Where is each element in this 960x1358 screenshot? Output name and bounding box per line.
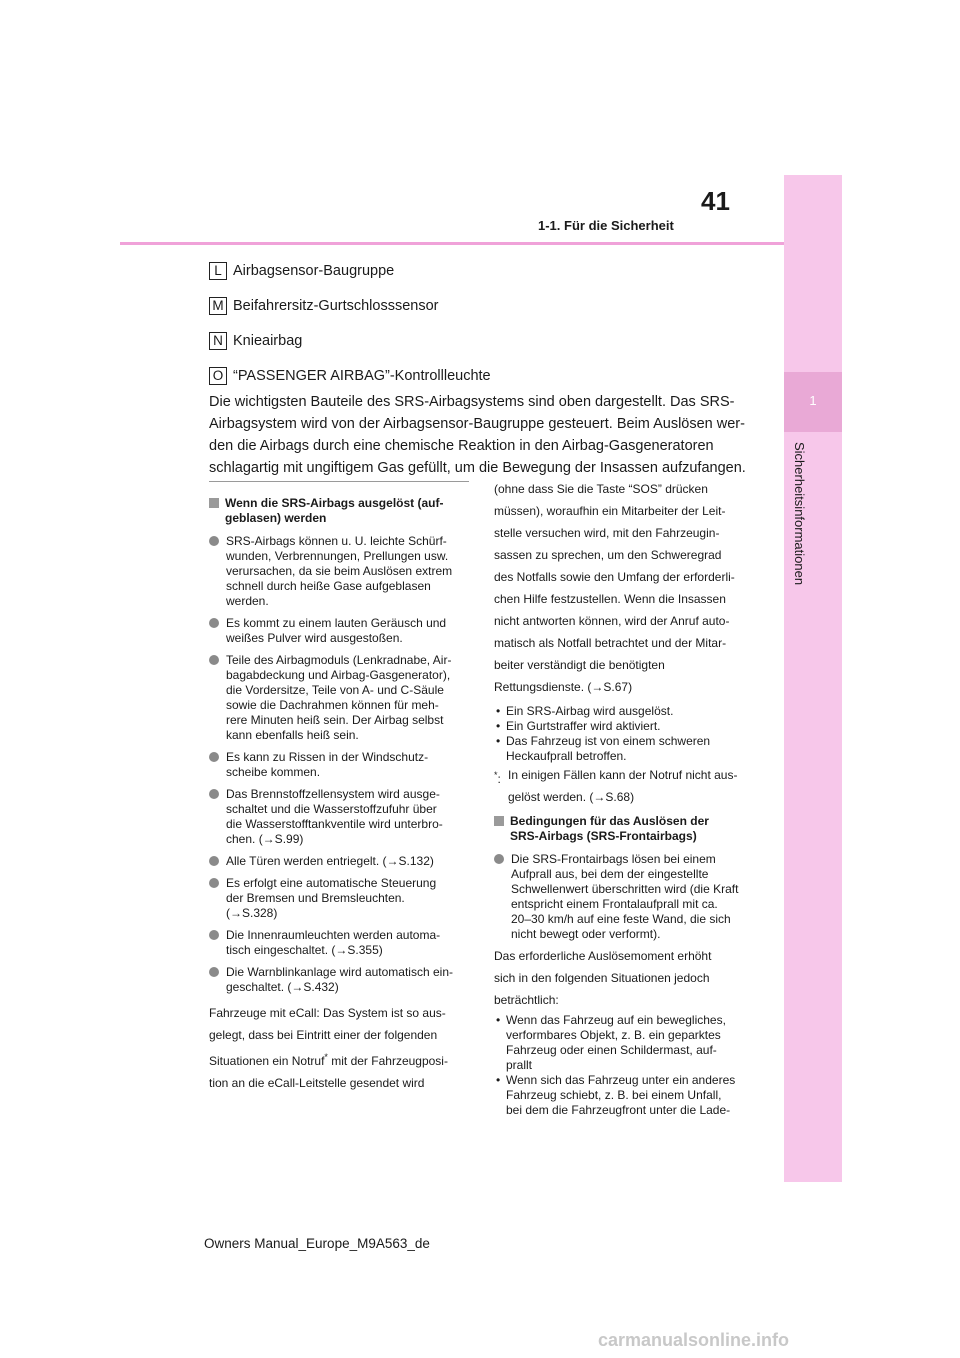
heading-line: geblasen) werden <box>225 511 327 525</box>
bullet-line: Es erfolgt eine automatische Steuerung <box>226 876 437 890</box>
legend-letter: O <box>209 367 227 385</box>
bullet-line: wunden, Verbrennungen, Prellungen usw. <box>226 549 449 563</box>
footnote-colon: : <box>497 772 501 786</box>
heading-line: Wenn die SRS-Airbags ausgelöst (auf- <box>225 496 444 510</box>
paragraph-line: beiter verständigt die benötigten <box>494 658 665 672</box>
bullet-line: die Wasserstofftankventile wird unterbro- <box>226 817 443 831</box>
footnote-marker: * <box>494 770 498 780</box>
paragraph-line: Das erforderliche Auslösemoment erhöht <box>494 949 712 963</box>
bullet-line: Alle Türen werden entriegelt. (→S.132) <box>226 854 434 868</box>
legend-text: Knieairbag <box>233 333 303 349</box>
bullet-line: Die Warnblinkanlage wird automatisch ein- <box>226 965 453 979</box>
bullet-line: Schwellenwert überschritten wird (die Kraft <box>511 882 739 896</box>
column-rule <box>209 481 469 482</box>
ecall-paragraph <box>209 1002 471 1094</box>
round-bullet-icon <box>209 655 219 665</box>
bullet-line: chen. (→S.99) <box>226 832 304 846</box>
round-bullet-icon <box>209 878 219 888</box>
bullet-item <box>209 616 471 646</box>
dash-line: Heckaufprall betroffen. <box>506 749 627 763</box>
bullet-line: die Vordersitze, Teile von A- und C-Säule <box>226 683 444 697</box>
bullet-item <box>209 750 471 780</box>
bullet-line: bagabdeckung und Airbag-Gasgenerator), <box>226 668 451 682</box>
dash-line: Wenn das Fahrzeug auf ein bewegliches, <box>506 1013 726 1027</box>
bullet-line: weißes Pulver wird ausgestoßen. <box>226 631 403 645</box>
legend-text: Airbagsensor-Baugruppe <box>233 263 395 279</box>
paragraph-line: gelegt, dass bei Eintritt einer der folgenden <box>209 1028 438 1042</box>
round-bullet-icon <box>209 789 219 799</box>
bullet-line: kann ebenfalls heiß sein. <box>226 728 359 742</box>
watermark: carmanualsonline.info <box>598 1330 790 1350</box>
square-bullet-icon <box>494 816 504 826</box>
bullet-item <box>209 787 471 847</box>
round-bullet-icon <box>209 967 219 977</box>
bullet-line: nicht bewegt oder verformt). <box>511 927 661 941</box>
dash-bullet: • <box>496 719 501 733</box>
dash-list-item <box>494 734 756 764</box>
bullet-line: tisch eingeschaltet. (→S.355) <box>226 943 383 957</box>
legend-item <box>209 365 491 387</box>
footnote-marker: * <box>324 1052 328 1062</box>
ecall-continuation <box>494 478 756 698</box>
bullet-item <box>494 852 756 942</box>
dash-line: Ein Gurtstraffer wird aktiviert. <box>506 719 661 733</box>
dash-list-item <box>494 704 756 719</box>
bullet-line: werden. <box>226 594 269 608</box>
round-bullet-icon <box>209 930 219 940</box>
paragraph-line: matisch als Notfall betrachtet und der Mitar- <box>494 636 727 650</box>
bullet-line: scheibe kommen. <box>226 765 321 779</box>
bullet-line: schnell durch heiße Gase aufgeblasen <box>226 579 431 593</box>
section-title: 1-1. Für die Sicherheit <box>538 218 674 233</box>
round-bullet-icon <box>209 536 219 546</box>
bullet-line: 20–30 km/h auf eine feste Wand, die sich <box>511 912 731 926</box>
dash-line: Ein SRS-Airbag wird ausgelöst. <box>506 704 674 718</box>
dash-line: Fahrzeug oder einen Schildermast, auf- <box>506 1043 717 1057</box>
bullet-line: Es kommt zu einem lauten Geräusch und <box>226 616 447 630</box>
bullet-line: Das Brennstoffzellensystem wird ausge- <box>226 787 440 801</box>
dash-line: Wenn sich das Fahrzeug unter ein anderes <box>506 1073 736 1087</box>
left-column <box>209 481 471 1094</box>
bullet-item <box>209 854 471 869</box>
heading-line: SRS-Airbags (SRS-Frontairbags) <box>510 829 697 843</box>
legend-text: Beifahrersitz-Gurtschlosssensor <box>233 298 439 314</box>
dash-list-item <box>494 1073 756 1118</box>
bullet-line: sowie die Dachrahmen können für meh- <box>226 698 439 712</box>
bullet-item <box>209 653 471 743</box>
paragraph-line: des Notfalls sowie den Umfang der erforderli- <box>494 570 735 584</box>
footer-text: Owners Manual_Europe_M9A563_de <box>204 1236 430 1251</box>
footnote-line: gelöst werden. (→S.68) <box>508 790 635 804</box>
bullet-line: Die Innenraumleuchten werden automa- <box>226 928 441 942</box>
paragraph-line: nicht antworten können, wird der Anruf auto- <box>494 614 730 628</box>
intro-line: den die Airbags durch eine chemische Reaktion in den Airbag-Gasgeneratoren <box>209 438 714 454</box>
round-bullet-icon <box>209 618 219 628</box>
bullet-item <box>209 876 471 921</box>
paragraph-line: sich in den folgenden Situationen jedoch <box>494 971 710 985</box>
footnote-mark <box>494 764 508 808</box>
side-tab-number: 1 <box>809 393 817 408</box>
paragraph-line <box>209 1046 471 1072</box>
footnote-line: In einigen Fällen kann der Notruf nicht aus- <box>508 768 738 782</box>
section-heading <box>209 496 471 526</box>
legend-letter: N <box>209 332 227 350</box>
dash-bullet: • <box>496 704 501 718</box>
dash-line: verformbares Objekt, z. B. ein geparktes <box>506 1028 721 1042</box>
bullet-line: Teile des Airbagmoduls (Lenkradnabe, Air- <box>226 653 452 667</box>
dash-line: Fahrzeug schiebt, z. B. bei einem Unfall, <box>506 1088 722 1102</box>
legend-item <box>209 295 439 317</box>
dash-line: prallt <box>506 1058 533 1072</box>
paragraph-line: sassen zu sprechen, um den Schweregrad <box>494 548 722 562</box>
paragraph-line: beträchtlich: <box>494 993 559 1007</box>
bullet-line: Aufprall aus, bei dem der eingestellte <box>511 867 709 881</box>
paragraph-text: Situationen ein Notruf <box>209 1054 325 1068</box>
dash-list-item <box>494 719 756 734</box>
paragraph-line: Rettungsdienste. (→S.67) <box>494 680 633 694</box>
page-number: 41 <box>701 186 730 216</box>
intro-line: Die wichtigsten Bauteile des SRS-Airbagsystems sind oben dargestellt. Das SRS- <box>209 394 735 410</box>
intro-line: Airbagsystem wird von der Airbagsensor-Baugruppe gesteuert. Beim Auslösen wer- <box>209 416 745 432</box>
section-heading <box>494 814 756 844</box>
square-bullet-icon <box>209 498 219 508</box>
bullet-line: verursachen, da sie beim Auslösen extrem <box>226 564 453 578</box>
legend-letter: M <box>209 297 227 315</box>
paragraph-text: mit der Fahrzeugposi- <box>327 1054 448 1068</box>
legend-letter: L <box>209 262 227 280</box>
bullet-line: Die SRS-Frontairbags lösen bei einem <box>511 852 716 866</box>
round-bullet-icon <box>209 856 219 866</box>
paragraph-line: Fahrzeuge mit eCall: Das System ist so aus- <box>209 1006 446 1020</box>
intro-line: schlagartig mit ungiftigem Gas gefüllt, um die Bewegung der Insassen aufzufangen. <box>209 460 746 476</box>
intro-paragraph <box>209 391 754 479</box>
legend-item <box>209 330 302 352</box>
paragraph-line: (ohne dass Sie die Taste “SOS” drücken <box>494 482 708 496</box>
bullet-line: der Bremsen und Bremsleuchten. <box>226 891 405 905</box>
side-tab-label: Sicherheitsinformationen <box>792 442 807 586</box>
paragraph-line: stelle versuchen wird, mit den Fahrzeugin- <box>494 526 720 540</box>
paragraph-line: tion an die eCall-Leitstelle gesendet wird <box>209 1076 425 1090</box>
round-bullet-icon <box>209 752 219 762</box>
paragraph-line: chen Hilfe festzustellen. Wenn die Insassen <box>494 592 726 606</box>
bullet-item <box>209 534 471 609</box>
heading-line: Bedingungen für das Auslösen der <box>510 814 709 828</box>
legend-text: “PASSENGER AIRBAG”-Kontrollleuchte <box>233 368 491 384</box>
header-rule <box>120 242 784 245</box>
legend-item <box>209 260 394 282</box>
footnote <box>494 764 756 808</box>
bullet-item <box>209 928 471 958</box>
dash-bullet: • <box>496 1013 501 1027</box>
bullet-line: SRS-Airbags können u. U. leichte Schürf- <box>226 534 447 548</box>
paragraph-line: müssen), woraufhin ein Mitarbeiter der Leit- <box>494 504 726 518</box>
threshold-paragraph <box>494 945 756 1011</box>
bullet-line: geschaltet. (→S.432) <box>226 980 339 994</box>
bullet-item <box>209 965 471 995</box>
dash-line: Das Fahrzeug ist von einem schweren <box>506 734 711 748</box>
bullet-line: entspricht einem Frontalaufprall mit ca. <box>511 897 718 911</box>
round-bullet-icon <box>494 854 504 864</box>
right-column <box>494 481 756 1118</box>
bullet-line: rere Minuten heiß sein. Der Airbag selbst <box>226 713 444 727</box>
side-tab <box>784 175 842 1182</box>
bullet-line: Es kann zu Rissen in der Windschutz- <box>226 750 429 764</box>
dash-list-item <box>494 1013 756 1073</box>
bullet-line: schaltet und die Wasserstoffzufuhr über <box>226 802 437 816</box>
bullet-line: (→S.328) <box>226 906 278 920</box>
dash-bullet: • <box>496 734 501 748</box>
dash-bullet: • <box>496 1073 501 1087</box>
dash-line: bei dem die Fahrzeugfront unter die Lade- <box>506 1103 731 1117</box>
